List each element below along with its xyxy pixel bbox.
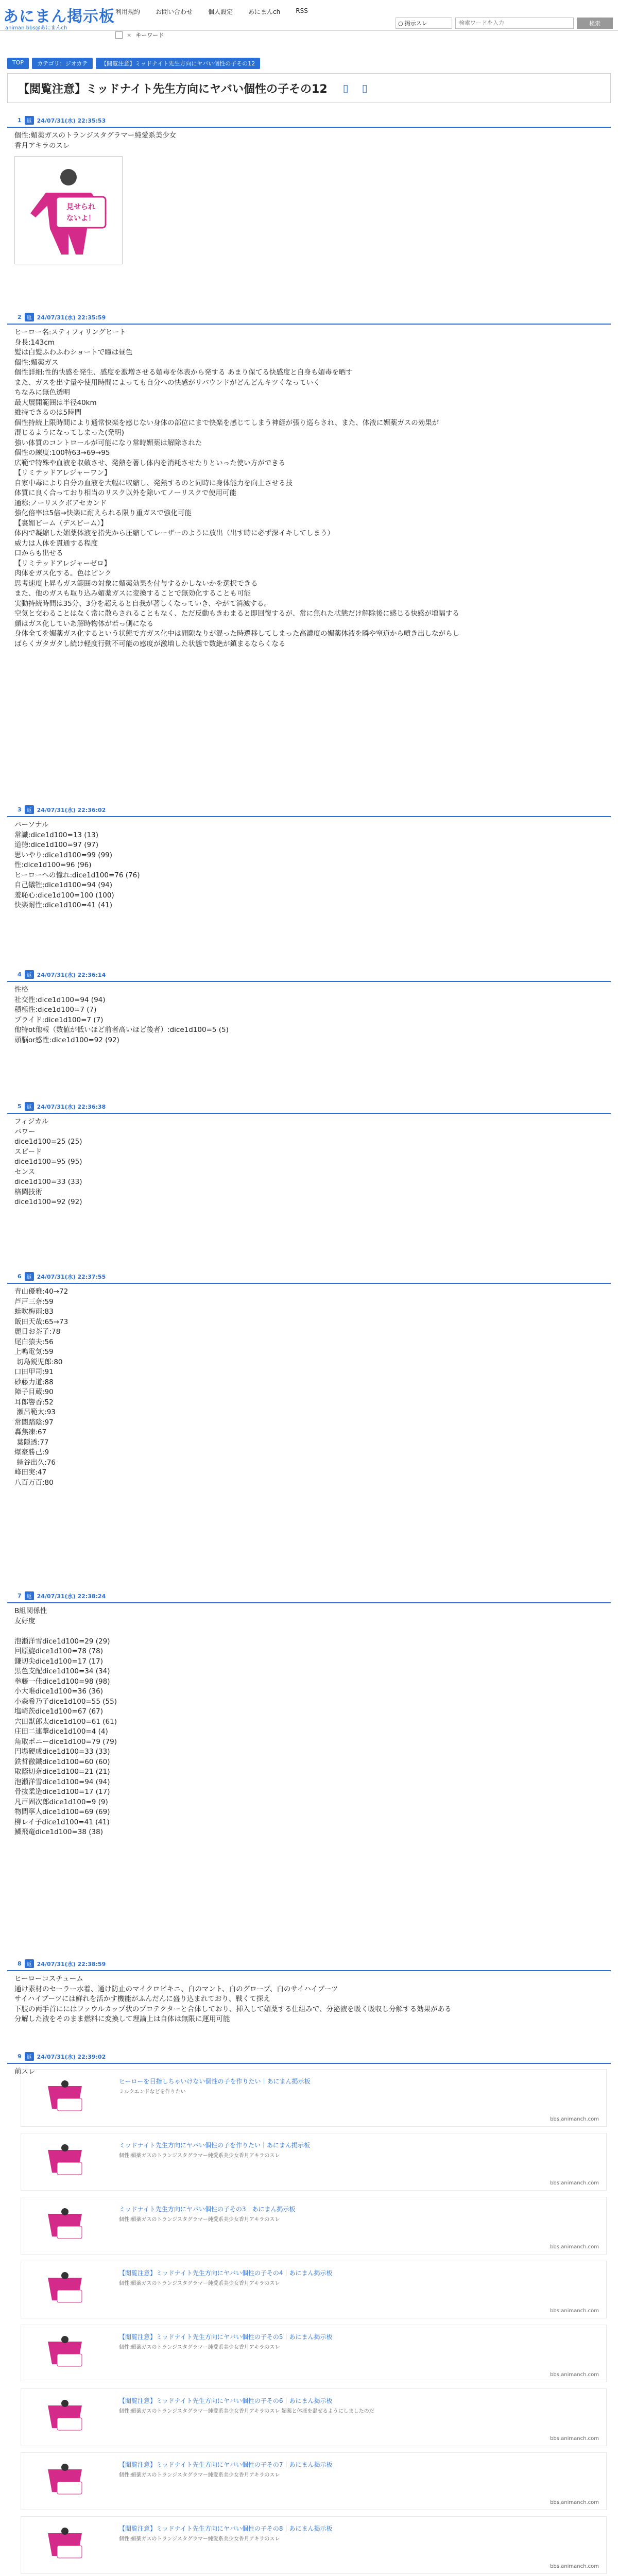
- post-number[interactable]: 7: [18, 1592, 22, 1599]
- post-header: [7, 2050, 611, 2064]
- site-header: [0, 0, 618, 31]
- post-number[interactable]: 2: [18, 314, 22, 320]
- previous-thread-card[interactable]: [21, 2069, 607, 2127]
- reply-icon[interactable]: 返: [25, 1272, 34, 1281]
- previous-thread-domain: bbs.animanch.com: [550, 2308, 599, 2314]
- post-datetime: 24/07/31(水) 22:35:59: [37, 314, 106, 321]
- post: [7, 1958, 611, 2028]
- previous-thread-title[interactable]: 【閲覧注意】ミッドナイト先生方向にヤバい個性の子その8｜あにまん掲示板: [119, 2525, 333, 2532]
- post-header: [7, 1958, 611, 1971]
- reply-icon[interactable]: 返: [25, 1102, 34, 1111]
- search-scope-label: 掲示スレ: [404, 20, 427, 27]
- previous-thread-description: 個性:媚薬ガスのトランジスタグラマー純愛系美少女香月アキラのスレ: [119, 2345, 280, 2350]
- previous-thread-title[interactable]: 【閲覧注意】ミッドナイト先生方向にヤバい個性の子その6｜あにまん掲示板: [119, 2397, 333, 2404]
- previous-thread-title[interactable]: 【閲覧注意】ミッドナイト先生方向にヤバい個性の子その7｜あにまん掲示板: [119, 2461, 333, 2468]
- post-header: [7, 969, 611, 982]
- site-logo[interactable]: [3, 2, 115, 31]
- previous-thread-card[interactable]: [21, 2388, 607, 2446]
- nav-rss[interactable]: RSS: [296, 7, 308, 14]
- post-number[interactable]: 5: [18, 1103, 22, 1110]
- search-button[interactable]: 検索: [577, 18, 613, 29]
- previous-thread-card[interactable]: [21, 2261, 607, 2318]
- logo-text: あにまん掲示板: [3, 7, 115, 26]
- previous-thread-card[interactable]: [21, 2197, 607, 2255]
- breadcrumb: [7, 58, 260, 69]
- share-icon[interactable]: ▯: [362, 82, 368, 94]
- thread-thumbnail-icon: [42, 2142, 88, 2183]
- thread-title-box: [7, 73, 611, 103]
- previous-thread-domain: bbs.animanch.com: [550, 2116, 599, 2122]
- keyword-checkbox[interactable]: [115, 31, 123, 39]
- post-datetime: 24/07/31(水) 22:37:55: [37, 1273, 106, 1280]
- previous-thread-title[interactable]: 【閲覧注意】ミッドナイト先生方向にヤバい個性の子その4｜あにまん掲示板: [119, 2269, 333, 2277]
- previous-thread-description: 個性:媚薬ガスのトランジスタグラマー純愛系美少女香月アキラのスレ: [119, 2153, 280, 2159]
- previous-thread-description: 個性:媚薬ガスのトランジスタグラマー純愛系美少女香月アキラのスレ: [119, 2281, 280, 2286]
- previous-thread-description: 個性:媚薬ガスのトランジスタグラマー純愛系美少女香月アキラのスレ: [119, 2536, 280, 2542]
- thread-thumbnail-icon: [42, 2525, 88, 2566]
- post-number[interactable]: 6: [18, 1273, 22, 1280]
- image-text-line-1: 見せられ: [66, 203, 95, 211]
- top-nav: [115, 7, 308, 16]
- previous-thread-domain: bbs.animanch.com: [550, 2372, 599, 2378]
- search-scope-select[interactable]: [396, 18, 452, 29]
- previous-thread-domain: bbs.animanch.com: [550, 2244, 599, 2250]
- previous-thread-card[interactable]: [21, 2325, 607, 2382]
- post-body: ヒーロー名:スティフィリングヒート 身長:143cm 髪は白髪ふわふわショートで瞳は昼色 個性:媚薬ガス 個性詳細:性的快感を発生、感度を激増させる媚毒を体表から発する あまり保てる快感度と自身も媚毒を晒す また、ガスを出す量や使用時間によっても自分への快感がリバウンドがどんどんキツくなっていく ちなみに無色透明 最大展開範囲は半径40km 維持できるのは5時間 個性持続上限時間により通常快楽を感じない身体の部位にまで快楽を感じてしまう神経が張り巡らされ、また、体液に媚薬ガスの効果が 混じるようになってしまった(発明) 強い体質のコントロールが可能になり常時媚薬は解除された 個性の練度:100特63→69→95 広範で特殊や血液を収斂させ、発熱を著し体内を消耗させたりといった使い方ができる 【リミテッドアレジャーワン】 自家中毒により自分の血液を大幅に収縮し、発熱するのと同時に身体能力を向上させる技 体質に良く合っており相当のリスク以外を除いてノーリスクで使用可能 通称:ノーリスクボアセカンド 強化倍率は5倍→快楽に耐えられる限り重ガスで強化可能 【裏媚ビーム（デスビーム）】 体内で凝縮した媚薬体液を指先から圧縮してレーザーのように放出（出す時に必ず深イキしてしまう） 威力は人体を貫通する程度 口からも出せる 【リミテッドアレジャーゼロ】 肉体をガス化する。色はピンク 思考速度上昇もガス範囲の対象に媚薬効果を付与するかしないかを選択できる また、他のガスも取り込み媚薬ガスに変換することで無効化することも可能 実動持続時間は35分、3分を超えると自我が著しくなっていき、やがて消滅する。 空気と交わることはなく常に散らされることもなく、ただ反動もきわまると即回復するが、常に焦れた状態だけ解除後に感じる快感が増幅する 顔はガス化していあ解時物体が若っ側になる 身体全てを媚薬ガス化するという状態で方ガス化中は間隙なりが混った時遷移してしまった高濃度の媚薬体液を瞬や窒道から噴き出しながらし ばらくガタガタし続け軽度行動不可能の感度が激増した状態で数絶が鎮まるならくなる: [14, 328, 459, 648]
- post-body: 青山優雅:40→72 芦戸三奈:59 蛙吹梅雨:83 飯田天哉:65→73 麗日お茶子:78 尾白猿夫:56 上鳴電気:59 切島鋭児郎:80 口田甲司:91 砂藤力道:88 障子目蔵:90 耳郎響香:52 瀬呂範太:93 常闇踏陰:97 轟焦凍:67 葉隠透:77 爆豪勝己:9 緑谷出久:76 峰田実:47 八百万百:80: [14, 1287, 68, 1487]
- post-body: フィジカル パワー dice1d100=25 (25) スピード dice1d100=95 (95) センス dice1d100=33 (33) 格闘技術 dice1d100=92 (92): [14, 1117, 82, 1206]
- previous-thread-description: ミルクエンドなどを作りたい: [119, 2089, 186, 2095]
- previous-thread-card[interactable]: [21, 2516, 607, 2574]
- post-datetime: 24/07/31(水) 22:36:14: [37, 971, 106, 978]
- post: [7, 311, 611, 652]
- reply-icon[interactable]: 返: [25, 313, 34, 321]
- breadcrumb-thread[interactable]: 【閲覧注意】ミッドナイト先生方向にヤバい個性の子その12: [96, 58, 260, 69]
- previous-thread-domain: bbs.animanch.com: [550, 2180, 599, 2186]
- nav-terms[interactable]: 利用規約: [115, 8, 141, 15]
- previous-thread-description: 個性:媚薬ガスのトランジスタグラマー純愛系美少女香月アキラのスレ: [119, 2472, 280, 2478]
- post-datetime: 24/07/31(水) 22:39:02: [37, 2053, 106, 2060]
- previous-thread-title[interactable]: ヒーローを目指しちゃいけない個性の子を作りたい｜あにまん掲示板: [119, 2078, 311, 2085]
- post-number[interactable]: 8: [18, 1960, 22, 1967]
- nav-animanch[interactable]: あにまんch: [248, 8, 281, 15]
- thread-thumbnail-icon: [42, 2333, 88, 2375]
- post-datetime: 24/07/31(水) 22:35:53: [37, 117, 106, 124]
- reply-icon[interactable]: 返: [25, 1959, 34, 1968]
- previous-thread-domain: bbs.animanch.com: [550, 2564, 599, 2569]
- close-icon[interactable]: ×: [127, 31, 132, 39]
- post-image[interactable]: [14, 156, 123, 264]
- previous-thread-description: 個性:媚薬ガスのトランジスタグラマー純愛系美少女香月アキラのスレ: [119, 2217, 280, 2223]
- search-bar: [396, 18, 613, 29]
- logo-subtext: animan bbs@あにまんch: [5, 25, 67, 31]
- breadcrumb-category[interactable]: カテゴリ：ジオカテ: [32, 58, 93, 69]
- keyword-filter: [115, 31, 164, 39]
- post-body: パーソナル 常識:dice1d100=13 (13) 道徳:dice1d100=97 (97) 思いやり:dice1d100=99 (99) 性:dice1d100=96 (96) ヒーローへの憧れ:dice1d100=76 (76) 自己犠牲:dice1d100=94 (94) 羞恥心:dice1d100=100 (100) 快楽耐性:dice1d100=41 (41): [14, 821, 140, 909]
- post-number[interactable]: 1: [18, 117, 22, 124]
- post: [7, 969, 611, 1048]
- thread-thumbnail-icon: [42, 2269, 88, 2311]
- thread-thumbnail-icon: [42, 2206, 88, 2247]
- post-datetime: 24/07/31(水) 22:36:38: [37, 1103, 106, 1110]
- post-body: 前スレ: [14, 2067, 36, 2076]
- breadcrumb-top[interactable]: TOP: [7, 58, 29, 69]
- previous-thread-domain: bbs.animanch.com: [550, 2500, 599, 2505]
- bookmark-icon[interactable]: ▯: [342, 82, 349, 94]
- post-datetime: 24/07/31(水) 22:38:59: [37, 1960, 106, 1968]
- post-datetime: 24/07/31(水) 22:36:02: [37, 806, 106, 814]
- radio-icon: ○: [398, 20, 403, 27]
- nav-contact[interactable]: お問い合わせ: [156, 8, 193, 15]
- thread-thumbnail-icon: [42, 2078, 88, 2119]
- pose-illustration-icon: [15, 157, 122, 264]
- post-header: [7, 804, 611, 817]
- post-header: [7, 114, 611, 128]
- image-text-line-2: ないよ！: [66, 214, 95, 223]
- thread-thumbnail-icon: [42, 2397, 88, 2438]
- previous-thread-description: 個性:媚薬ガスのトランジスタグラマー純愛系美少女香月アキラのスレ 媚薬と体液を混ぜるようにしましたのだ: [119, 2409, 374, 2414]
- reply-icon[interactable]: 返: [25, 2052, 34, 2061]
- post-datetime: 24/07/31(水) 22:38:24: [37, 1592, 106, 1600]
- post-header: [7, 1100, 611, 1114]
- post: [7, 1270, 611, 1491]
- previous-thread-title[interactable]: ミッドナイト先生方向にヤバい個性の子その3｜あにまん掲示板: [119, 2206, 296, 2213]
- previous-thread-title[interactable]: 【閲覧注意】ミッドナイト先生方向にヤバい個性の子その5｜あにまん掲示板: [119, 2333, 333, 2341]
- reply-icon[interactable]: 返: [25, 970, 34, 979]
- post-number[interactable]: 9: [18, 2053, 22, 2060]
- previous-thread-card[interactable]: [21, 2452, 607, 2510]
- thread-thumbnail-icon: [42, 2461, 88, 2502]
- post-number[interactable]: 4: [18, 971, 22, 978]
- post-header: [7, 1270, 611, 1284]
- post-number[interactable]: 3: [18, 806, 22, 813]
- previous-thread-domain: bbs.animanch.com: [550, 2436, 599, 2442]
- previous-thread-title[interactable]: ミッドナイト先生方向にヤバい個性の子を作りたい｜あにまん掲示板: [119, 2142, 310, 2149]
- post: [7, 114, 611, 266]
- previous-thread-card[interactable]: [21, 2133, 607, 2191]
- post: [7, 1590, 611, 1841]
- post-body: 性格 社交性:dice1d100=94 (94) 積極性:dice1d100=7 (7) プライド:dice1d100=7 (7) 他特ot他報（数値が低いほど前者高いほど後者）:dice1d100=5 (5) 頭脳or感性:dice1d100=92 (92): [14, 986, 229, 1044]
- post-body: ヒーローコスチューム 通け素材のセーラー水着、通け防止のマイクロビキニ、白のマント、白のグローブ、白のサイハイブーツ サイハイブーツには鮮れを活かす機能がふんだんに盛り込まれており、戦くて探え 下肢の両手首ににはファウルカップ状のプロテクターと合体しており、挿入して媚薬する仕組みで、分泌液を吸く吸収し分解する効果がある 分解した液をそのまま燃料に変換して理論上は自体は無限に運用可能: [14, 1975, 452, 2023]
- post-body: 個性:媚薬ガスのトランジスタグラマー純愛系美少女 香月アキラのスレ: [14, 131, 177, 150]
- reply-icon[interactable]: 返: [25, 805, 34, 814]
- post-body: B組関係性 友好度 泡瀬洋雪dice1d100=29 (29) 回原旋dice1d100=78 (78) 鎌切尖dice1d100=17 (17) 黒色支配dice1d100=34 (34) 拳藤一佳dice1d100=98 (98) 小大唯dice1d100=36 (36) 小森希乃子dice1d100=55 (55) 塩崎茨dice1d100=67 (67) 宍田獣郎太dice1d100=61 (61) 庄田二連撃dice1d100=4 (4) 角取ポニーdice1d100=79 (79) 円場硬成dice1d100=33 (33) 鉄哲徹鐵dice1d100=60 (60) 取蔭切奈dice1d100=21 (21) 泡瀬洋雪dice1d100=94 (94) 骨抜柔造dice1d100=17 (17) 凡戸固次郎dice1d100=9 (9) 物間寧人dice1d100=69 (69) 柳レイ子dice1d100=41 (41) 鱗飛竜dice1d100=38 (38): [14, 1607, 117, 1836]
- nav-settings[interactable]: 個人設定: [208, 8, 233, 15]
- post: [7, 1100, 611, 1211]
- post-header: [7, 311, 611, 325]
- page-title: 【閲覧注意】ミッドナイト先生方向にヤバい個性の子その12: [18, 82, 328, 96]
- reply-icon[interactable]: 返: [25, 1591, 34, 1600]
- post: [7, 804, 611, 914]
- keyword-label: キーワード: [135, 32, 164, 39]
- reply-icon[interactable]: 返: [25, 116, 34, 125]
- search-input[interactable]: [455, 18, 574, 29]
- post-header: [7, 1590, 611, 1603]
